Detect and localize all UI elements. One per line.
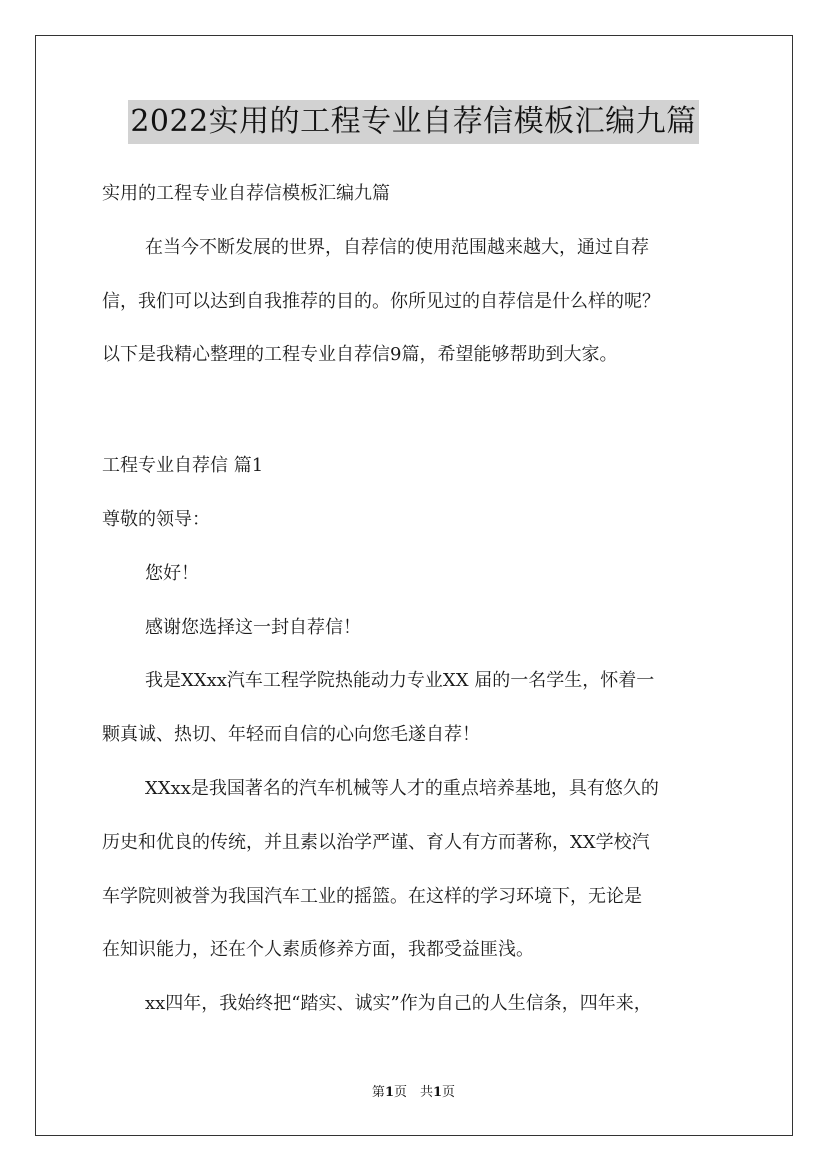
page-footer — [0, 1084, 827, 1102]
salutation: 尊敬的领导： — [102, 509, 210, 530]
paragraph-line: 车学院则被誉为我国汽车工业的摇篮。在这样的学习环境下，无论是 — [102, 886, 642, 907]
paragraph-line: 在知识能力，还在个人素质修养方面，我都受益匪浅。 — [102, 939, 534, 960]
paragraph-line: 在当今不断发展的世界，自荐信的使用范围越来越大，通过自荐 — [145, 237, 649, 258]
paragraph-line: 历史和优良的传统，并且素以治学严谨、育人有方而著称，XX学校汽 — [102, 832, 650, 853]
paragraph-line: 我是XXxx汽车工程学院热能动力专业XX 届的一名学生，怀着一 — [145, 670, 655, 691]
page-label-suffix: 页 — [442, 1085, 456, 1100]
document-title: 2022实用的工程专业自荐信模板汇编九篇 — [128, 100, 698, 144]
greeting: 您好！ — [145, 563, 199, 584]
title-container — [0, 100, 827, 144]
paragraph-line: 感谢您选择这一封自荐信！ — [145, 617, 361, 638]
subtitle-line: 实用的工程专业自荐信模板汇编九篇 — [102, 183, 390, 204]
paragraph-line: XXxx是我国著名的汽车机械等人才的重点培养基地，具有悠久的 — [145, 778, 659, 799]
paragraph-line: 信，我们可以达到自我推荐的目的。你所见过的自荐信是什么样的呢？ — [102, 291, 660, 312]
page-number: 1 — [384, 1085, 394, 1100]
page-total: 1 — [433, 1085, 443, 1100]
page-label-mid: 页 共 — [393, 1085, 433, 1100]
paragraph-line: xx四年，我始终把“踏实、诚实”作为自己的人生信条，四年来， — [145, 993, 652, 1014]
paragraph-line: 颗真诚、热切、年轻而自信的心向您毛遂自荐！ — [102, 724, 480, 745]
page-label-prefix: 第 — [371, 1085, 385, 1100]
section-heading: 工程专业自荐信 篇1 — [102, 455, 264, 476]
paragraph-line: 以下是我精心整理的工程专业自荐信9篇，希望能够帮助到大家。 — [102, 344, 618, 365]
